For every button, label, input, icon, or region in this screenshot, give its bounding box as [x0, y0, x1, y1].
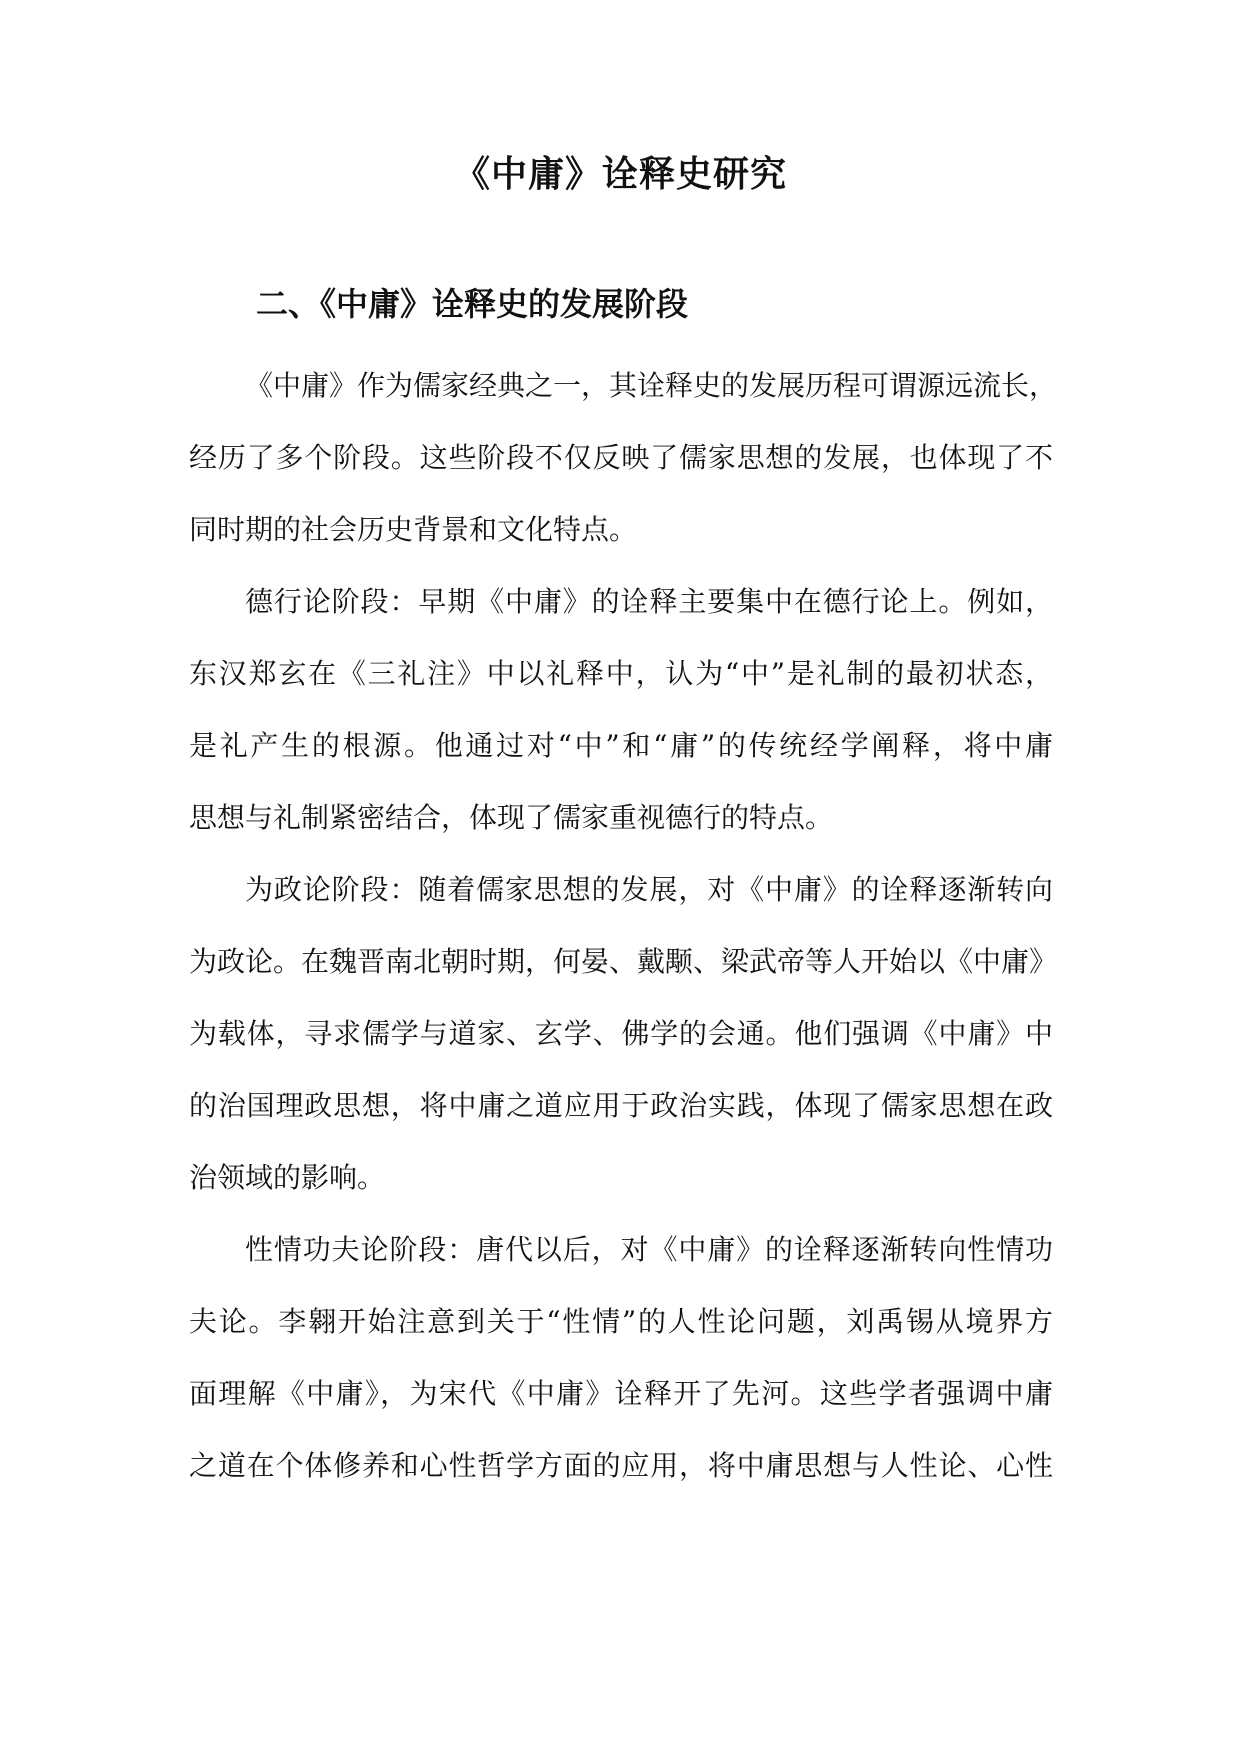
- section-heading: 二、《中庸》诠释史的发展阶段: [256, 285, 689, 323]
- text-line: 同时期的社会历史背景和文化特点。: [189, 513, 638, 546]
- text-line: 为政论阶段：随着儒家思想的发展，对《中庸》的诠释逐渐转向: [245, 873, 1053, 906]
- text-line: 是礼产生的根源。他通过对“中”和“庸”的传统经学阐释，将中庸: [189, 729, 1053, 762]
- text-line: 德行论阶段：早期《中庸》的诠释主要集中在德行论上。例如，: [245, 585, 1053, 618]
- text-line: 经历了多个阶段。这些阶段不仅反映了儒家思想的发展，也体现了不: [189, 441, 1053, 474]
- text-line: 东汉郑玄在《三礼注》中以礼释中，认为“中”是礼制的最初状态，: [189, 657, 1053, 690]
- text-line: 为政论。在魏晋南北朝时期，何晏、戴颙、梁武帝等人开始以《中庸》: [189, 945, 1058, 978]
- text-line: 性情功夫论阶段：唐代以后，对《中庸》的诠释逐渐转向性情功: [245, 1233, 1053, 1266]
- body-text: [189, 360, 1058, 1512]
- text-line: 夫论。李翱开始注意到关于“性情”的人性论问题，刘禹锡从境界方: [189, 1305, 1053, 1338]
- paragraph-2: [189, 576, 1053, 864]
- text-line: 为载体，寻求儒学与道家、玄学、佛学的会通。他们强调《中庸》中: [189, 1017, 1053, 1050]
- text-line: 之道在个体修养和心性哲学方面的应用，将中庸思想与人性论、心性: [189, 1449, 1053, 1482]
- text-line: 治领域的影响。: [189, 1161, 386, 1194]
- text-line: 面理解《中庸》，为宋代《中庸》诠释开了先河。这些学者强调中庸: [189, 1377, 1053, 1410]
- text-line: 思想与礼制紧密结合，体现了儒家重视德行的特点。: [189, 801, 834, 834]
- paragraph-3: [189, 864, 1058, 1224]
- paragraph-1: [189, 360, 1058, 576]
- document-title: 《中庸》诠释史研究: [453, 153, 787, 195]
- text-line: 的治国理政思想，将中庸之道应用于政治实践，体现了儒家思想在政: [189, 1089, 1053, 1122]
- text-line: 《中庸》作为儒家经典之一，其诠释史的发展历程可谓源远流长，: [245, 369, 1058, 402]
- paragraph-4: [189, 1224, 1053, 1512]
